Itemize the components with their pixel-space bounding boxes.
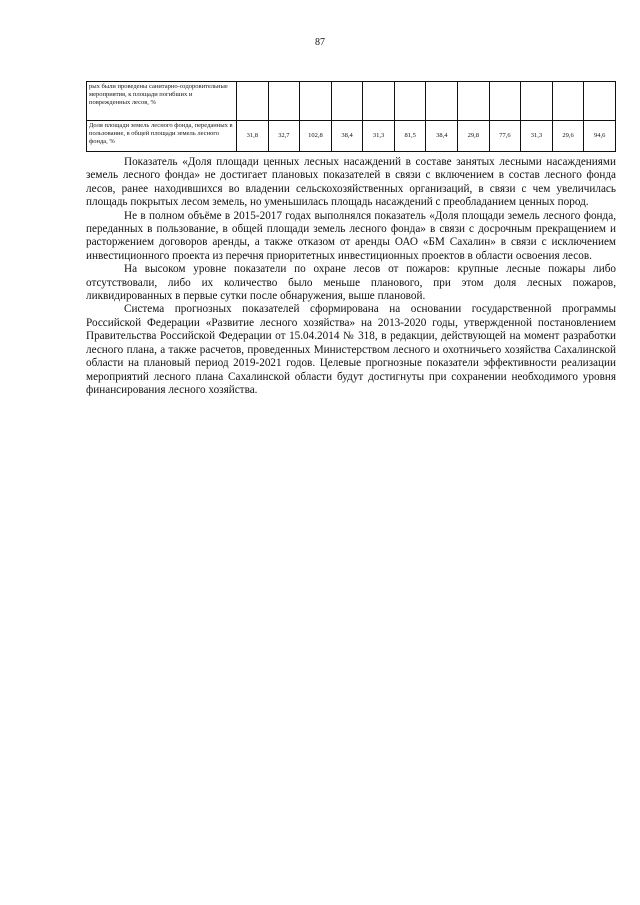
- table-cell: [394, 82, 426, 121]
- indicator-table: [86, 81, 616, 152]
- paragraph: Система прогнозных показателей сформирована на основании государственной программы Российской Федерации «Развитие лесного хозяйства» на 2013-2020 годы, утвержденной постановлением Правительства Российской Федерации от 15.04.2014 № 318, в редакции, действующей на момент разработки лесного плана, а также расчетов, проведенных Министерством лесного и охотничьего хозяйства Сахалинской области на плановый период 2019-2021 годов. Целевые прогнозные показатели эффективности реализации мероприятий лесного плана Сахалинской области будут достигнуты при сохранении необходимого уровня финансирования лесного хозяйства.: [86, 303, 616, 396]
- table-cell: [458, 82, 490, 121]
- table-cell: 29,8: [458, 121, 490, 152]
- paragraph: Не в полном объёме в 2015-2017 годах выполнялся показатель «Доля площади земель лесного фонда, переданных в пользование, в общей площади земель лесного фонда» в связи с досрочным прекращением и расторжением договоров аренды, а также отказом от аренды ОАО «БМ Сахалин» в связи с исключением инвестиционного проекта из перечня приоритетных инвестиционных проектов в области освоения лесов.: [86, 209, 616, 262]
- table-cell: [331, 82, 363, 121]
- table-cell: 31,3: [363, 121, 395, 152]
- row-label: Доля площади земель лесного фонда, переданных в пользование, в общей площади земель лесного фонда, %: [87, 121, 237, 152]
- table-cell: 38,4: [331, 121, 363, 152]
- table-cell: 31,3: [521, 121, 553, 152]
- table-cell: [552, 82, 584, 121]
- table-cell: [584, 82, 616, 121]
- table-cell: [426, 82, 458, 121]
- table-cell: [300, 82, 332, 121]
- table-cell: 102,8: [300, 121, 332, 152]
- table-cell: 32,7: [268, 121, 300, 152]
- table-cell: [521, 82, 553, 121]
- table-cell: [268, 82, 300, 121]
- table-cell: 29,6: [552, 121, 584, 152]
- table-cell: [489, 82, 521, 121]
- table-cell: 81,5: [394, 121, 426, 152]
- table-cell: [237, 82, 269, 121]
- table-row: [87, 82, 616, 121]
- paragraph: На высоком уровне показатели по охране лесов от пожаров: крупные лесные пожары либо отсутствовали, либо их количество было меньше планового, при этом доля лесных пожаров, ликвидированных в первые сутки после обнаружения, выше плановой.: [86, 263, 616, 303]
- row-label: рых были проведены санитарно-оздоровительные мероприятия, к площади погибших и поврежденных лесов, %: [87, 82, 237, 121]
- table-cell: [363, 82, 395, 121]
- table-row: [87, 121, 616, 152]
- table-cell: 38,4: [426, 121, 458, 152]
- body-text: [86, 156, 616, 397]
- table-cell: 94,6: [584, 121, 616, 152]
- table-cell: 77,6: [489, 121, 521, 152]
- page-number: 87: [315, 37, 325, 48]
- paragraph: Показатель «Доля площади ценных лесных насаждений в составе занятых лесными насаждениями земель лесного фонда» не достигает плановых показателей в связи с включением в состав лесного фонда лесов, ранее находившихся во владении сельскохозяйственных организаций, в связи с чем увеличилась площадь покрытых лесом земель, но уменьшилась площадь насаждений с преобладанием ценных пород.: [86, 156, 616, 209]
- table-cell: 31,8: [237, 121, 269, 152]
